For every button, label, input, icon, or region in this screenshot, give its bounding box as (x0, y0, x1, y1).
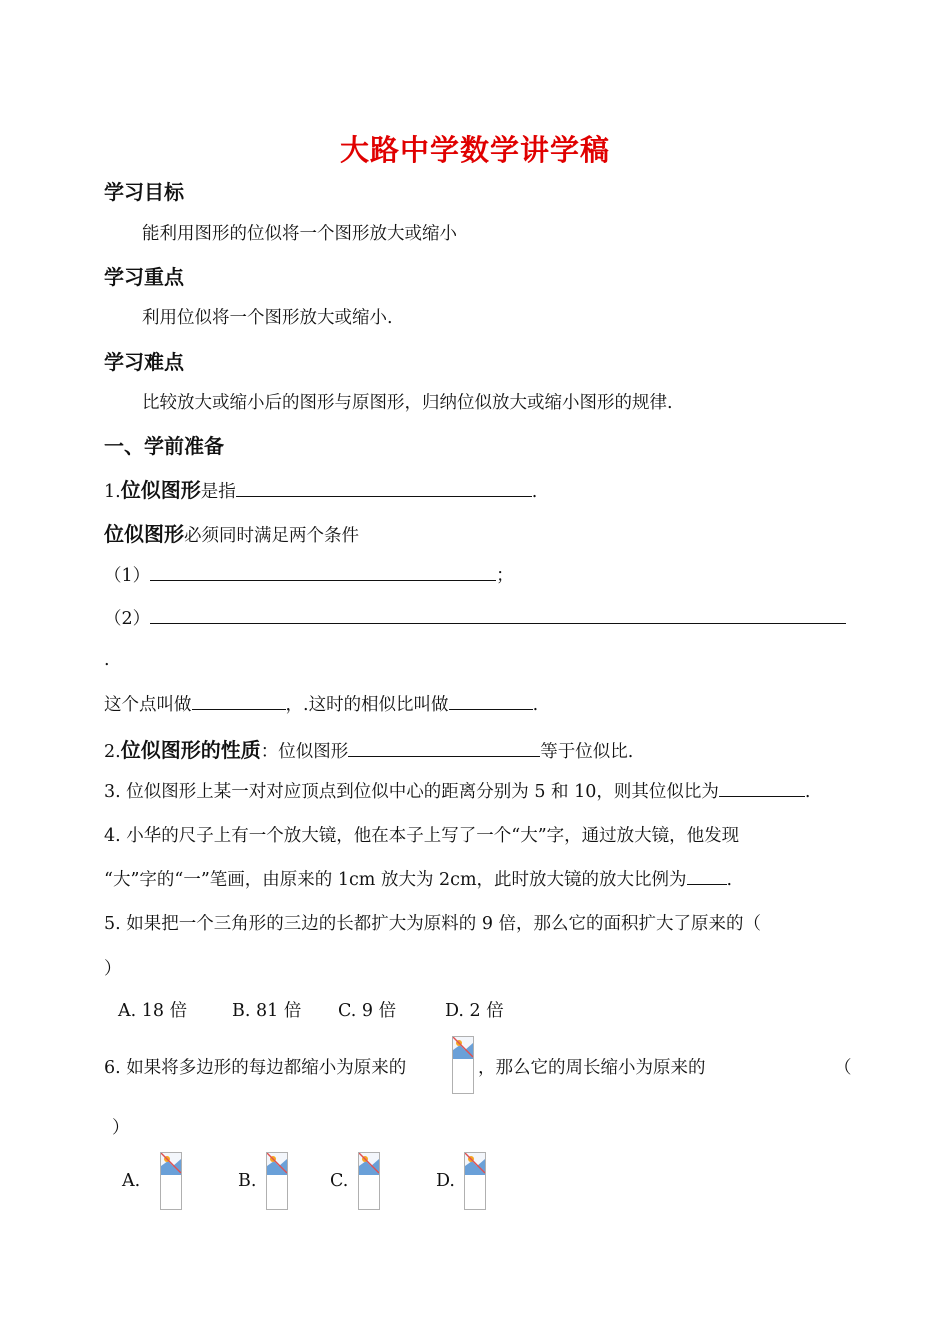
q3-blank[interactable] (719, 780, 805, 797)
q1-cond1-blank[interactable] (150, 564, 496, 581)
q1-line (104, 474, 537, 503)
q2-line (104, 734, 633, 763)
q3-end: . (804, 782, 811, 802)
q1-blank[interactable] (236, 480, 532, 497)
q1-cond2-end: . (104, 650, 110, 670)
q6-paren-open: （ (834, 1058, 852, 1078)
q5-line1: 5. 如果把一个三角形的三边的长都扩大为原料的 9 倍，那么它的面积扩大了原来的（ (104, 914, 762, 934)
page-title: 大路中学数学讲学稿 (339, 133, 610, 167)
q1-cond1-label: （1） (104, 566, 151, 586)
q6-line1-text: 6. 如果将多边形的每边都缩小为原来的 (104, 1058, 407, 1078)
q1-ratio-blank[interactable] (449, 693, 533, 710)
q6-line2: ） (112, 1118, 130, 1138)
q1-point-end: . (532, 695, 539, 715)
option-d-image-placeholder-icon (464, 1152, 486, 1210)
q1-term2: 位似图形 (104, 522, 184, 546)
q1-cond1-end: ； (496, 566, 514, 586)
q1-cond2 (104, 605, 846, 630)
q4-line1: 4. 小华的尺子上有一个放大镜，他在本子上写了一个“大”字，通过放大镜，他发现 (104, 826, 740, 846)
q2-number: 2. (104, 742, 121, 762)
option-b-image-placeholder-icon (266, 1152, 288, 1210)
q1-cond1 (104, 562, 514, 587)
key-text: 利用位似将一个图形放大或缩小. (142, 308, 393, 328)
q6-line1-mid: ，那么它的周长缩小为原来的 (478, 1058, 706, 1078)
q5-option-b[interactable]: B. 81 倍 (232, 1001, 302, 1021)
q1-point-line (104, 691, 538, 716)
q4-line2-text: “大”字的“一”笔画，由原来的 1cm 放大为 2cm，此时放大镜的放大比例为 (104, 870, 687, 890)
q1-end: . (531, 482, 538, 502)
q1-text: 是指 (200, 482, 236, 502)
q4-blank[interactable] (687, 868, 727, 885)
q5-line2: ） (104, 959, 122, 979)
q1-text2: 必须同时满足两个条件 (184, 526, 359, 546)
q1-number: 1. (104, 482, 121, 502)
q4-line2 (104, 866, 732, 891)
q6-option-a[interactable]: A. (122, 1171, 141, 1191)
q1-cond2-label: （2） (104, 609, 151, 629)
q2-text: ：位似图形 (260, 742, 349, 762)
q6-option-c[interactable]: C. (330, 1171, 349, 1191)
option-a-image-placeholder-icon (160, 1152, 182, 1210)
q1-point-mid: ，.这时的相似比叫做 (285, 695, 449, 715)
goal-heading: 学习目标 (104, 180, 184, 204)
fraction-image-placeholder-icon (452, 1036, 474, 1094)
q2-blank[interactable] (348, 740, 540, 757)
q2-end: 等于位似比. (540, 742, 634, 762)
q1-conditions-line (104, 518, 359, 547)
goal-text: 能利用图形的位似将一个图形放大或缩小 (142, 224, 457, 244)
q1-cond2-blank[interactable] (150, 607, 846, 624)
prep-heading: 一、学前准备 (104, 434, 224, 458)
q3-line (104, 778, 810, 803)
q3-text: 3. 位似图形上某一对对应顶点到位似中心的距离分别为 5 和 10，则其位似比为 (104, 782, 719, 802)
q6-option-d[interactable]: D. (436, 1171, 455, 1191)
q5-option-d[interactable]: D. 2 倍 (445, 1001, 504, 1021)
q2-term: 位似图形的性质 (120, 738, 261, 762)
q5-option-a[interactable]: A. 18 倍 (118, 1001, 188, 1021)
q5-option-c[interactable]: C. 9 倍 (338, 1001, 397, 1021)
key-heading: 学习重点 (104, 265, 184, 289)
q1-point-text: 这个点叫做 (104, 695, 192, 715)
q1-center-blank[interactable] (192, 693, 286, 710)
q6-option-b[interactable]: B. (238, 1171, 257, 1191)
option-c-image-placeholder-icon (358, 1152, 380, 1210)
difficulty-heading: 学习难点 (104, 350, 184, 374)
difficulty-text: 比较放大或缩小后的图形与原图形，归纳位似放大或缩小图形的规律. (142, 393, 673, 413)
q4-end: . (726, 870, 733, 890)
q1-term: 位似图形 (120, 478, 201, 502)
